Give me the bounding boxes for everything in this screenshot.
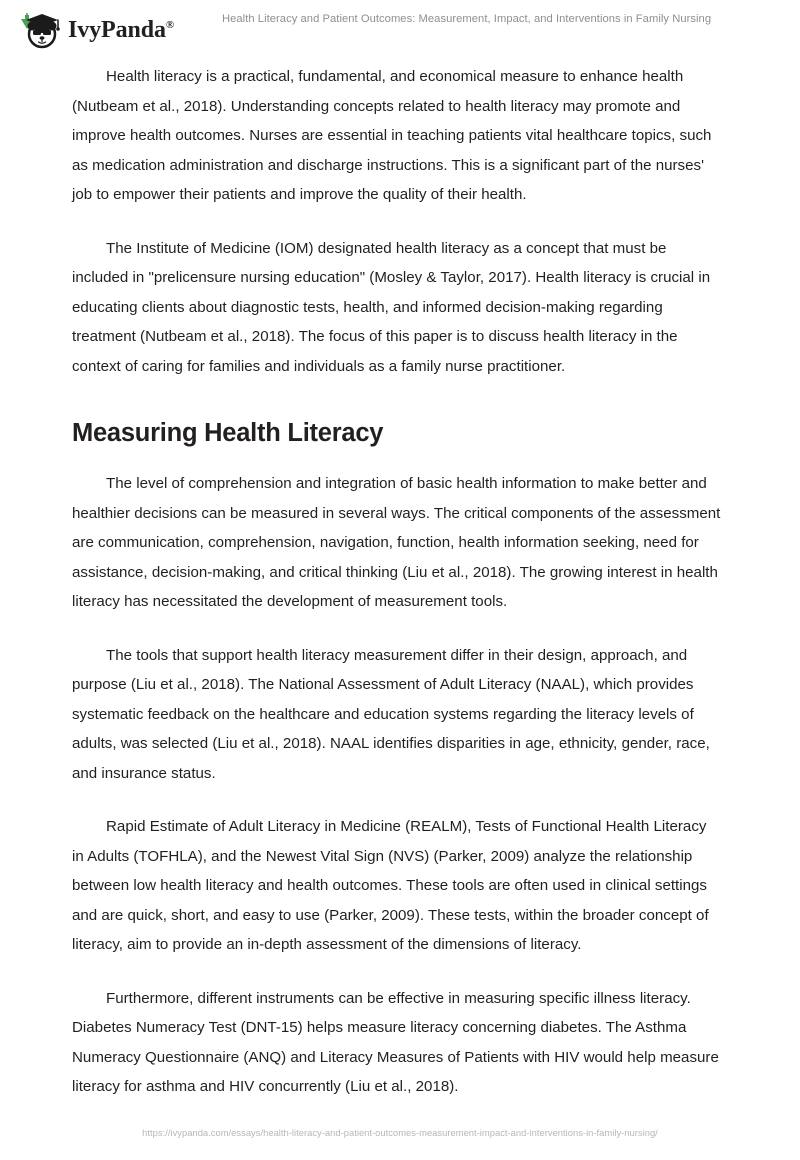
brand-name-text: IvyPanda [68, 17, 166, 43]
page-footer [0, 1123, 800, 1141]
paragraph-2: The Institute of Medicine (IOM) designated health literacy as a concept that must be included in "prelicensure nursing education" (Mosley & Taylor, 2017). Health literacy is crucial in educating clients about diagnostic tests, health, and informed decision-making regarding treatment (Nutbeam et al., 2018). The focus of this paper is to discuss health literacy in the context of caring for families and individuals as a family nurse practitioner. [72, 239, 711, 375]
section-heading-measuring-health-literacy: Measuring Health Literacy [72, 419, 384, 447]
source-url-link[interactable]: https://ivypanda.com/essays/health-literacy-and-patient-outcomes-measurement-impact-and-interventions-in-family-nursing/ [142, 1127, 658, 1138]
paragraph-1: Health literacy is a practical, fundamental, and economical measure to enhance health (Nutbeam et al., 2018). Understanding concepts related to health literacy may promote and improve health outcomes. Nurses are essential in teaching patients vital healthcare topics, such as medication administration and discharge instructions. This is a significant part of the nurses' job to empower their patients and improve the quality of their health. [72, 68, 712, 203]
paragraph-5: Rapid Estimate of Adult Literacy in Medicine (REALM), Tests of Functional Health Literacy in Adults (TOFHLA), and the Newest Vital Sign (NVS) (Parker, 2009) analyze the relationship between low health literacy and health outcomes. These tools are often used in clinical settings and are quick, short, and easy to use (Parker, 2009). These tests, within the broader concept of literacy, aim to provide an in-depth assessment of the dimensions of literacy. [72, 818, 709, 953]
document-body [0, 62, 800, 1102]
brand-name [68, 18, 174, 42]
paragraph-3: The level of comprehension and integration of basic health information to make better and healthier decisions can be measured in several ways. The critical components of the assessment are communication, comprehension, navigation, function, health information seeking, need for assistance, decision-making, and critical thinking (Liu et al., 2018). The growing interest in health literacy has necessitated the development of measurement tools. [72, 475, 721, 610]
panda-graduate-logo-icon [14, 6, 62, 50]
paragraph-6: Furthermore, different instruments can be effective in measuring specific illness literacy. Diabetes Numeracy Test (DNT-15) helps measure literacy concerning diabetes. The Asthma Numeracy Questionnaire (ANQ) and Literacy Measures of Patients with HIV would help measure literacy for asthma and HIV concurrently (Liu et al., 2018). [72, 989, 719, 1095]
paragraph-4: The tools that support health literacy measurement differ in their design, approach, and purpose (Liu et al., 2018). The National Assessment of Adult Literacy (NAAL), which provides systematic feedback on the healthcare and education systems regarding the literacy levels of adults, was selected (Liu et al., 2018). NAAL identifies disparities in age, ethnicity, gender, race, and insurance status. [72, 646, 710, 782]
ivypanda-brand[interactable] [14, 6, 174, 50]
registered-mark: ® [165, 19, 175, 31]
page-header [0, 0, 800, 44]
document-title-header: Health Literacy and Patient Outcomes: Measurement, Impact, and Interventions in Family Nursing [222, 13, 712, 25]
